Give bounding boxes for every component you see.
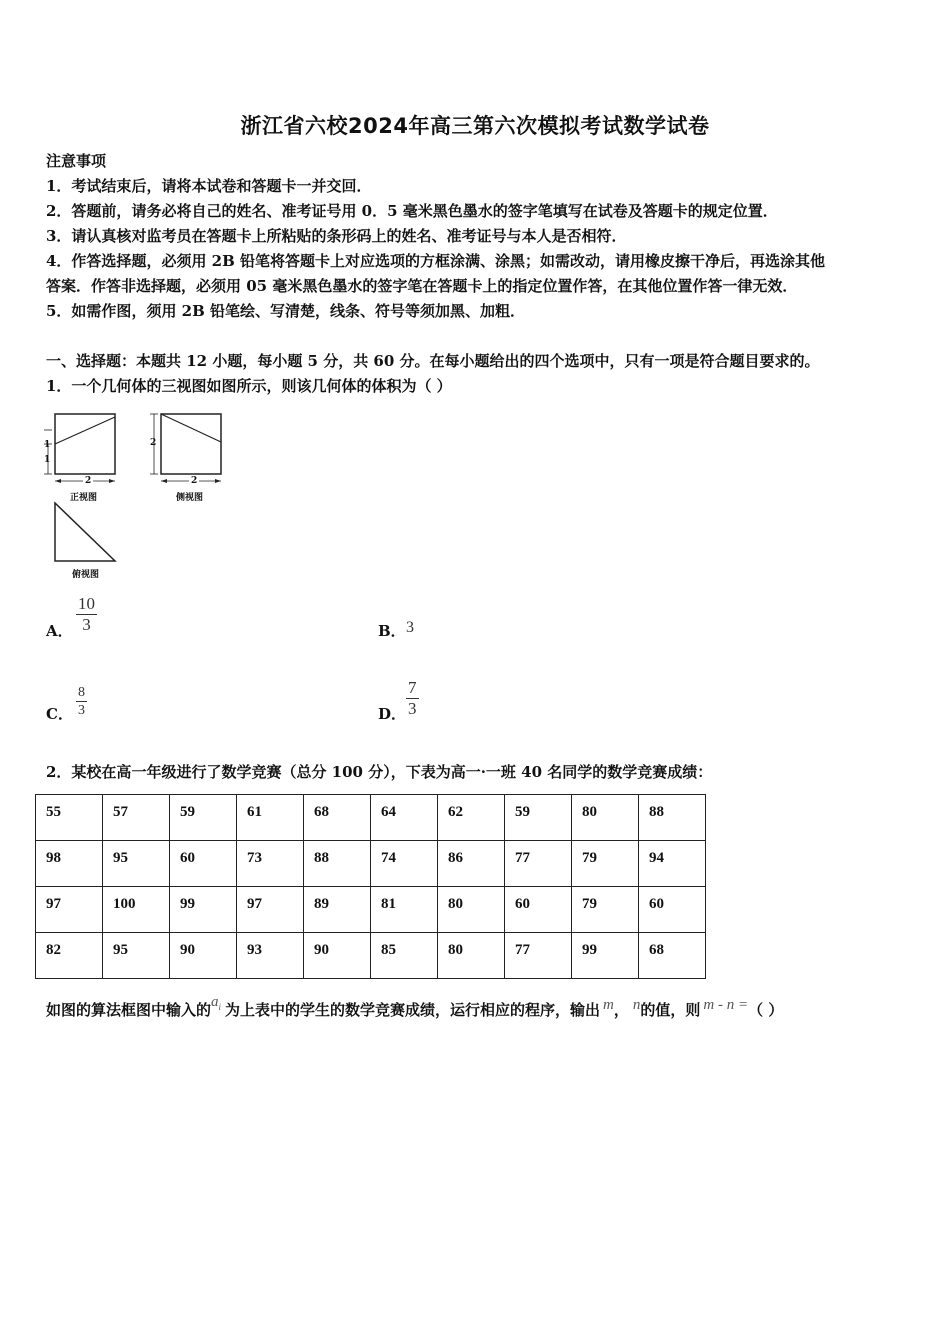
q2-follow-part2: 为上表中的学生的数学竞赛成绩，运行相应的程序，输出	[225, 1001, 601, 1019]
notice-heading: 注意事项	[46, 152, 107, 170]
option-a-value	[76, 594, 97, 635]
table-cell: 85	[371, 933, 438, 979]
table-cell: 68	[304, 795, 371, 841]
var-a-subscript: i	[218, 1002, 222, 1012]
q1-stem: 1．一个几何体的三视图如图所示，则该几何体的体积为（ ）	[46, 377, 452, 395]
q2-follow-part1: 如图的算法框图中输入的	[46, 1001, 212, 1019]
table-cell: 98	[36, 841, 103, 887]
front-h2-label: 1	[44, 440, 51, 450]
option-c-numerator: 8	[78, 685, 85, 700]
table-cell: 79	[572, 887, 639, 933]
var-m: m	[603, 997, 614, 1013]
top-view-label: 俯视图	[72, 570, 100, 580]
table-cell: 79	[572, 841, 639, 887]
option-a-numerator: 10	[78, 594, 95, 613]
option-d-value	[406, 678, 419, 719]
table-cell: 90	[304, 933, 371, 979]
side-width-label: 2	[191, 476, 198, 486]
table-cell: 90	[170, 933, 237, 979]
table-cell: 64	[371, 795, 438, 841]
front-h1-label: 1	[44, 455, 51, 465]
notice-item-2: 2．答题前，请务必将自己的姓名、准考证号用 0．5 毫米黑色墨水的签字笔填写在试卷及答题卡的规定位置．	[46, 202, 778, 220]
table-cell: 99	[170, 887, 237, 933]
var-a-letter: a	[211, 994, 219, 1010]
table-cell: 95	[103, 841, 170, 887]
table-row	[36, 933, 706, 979]
option-d-denominator: 3	[408, 699, 417, 718]
q2-stem: 2．某校在高一年级进行了数学竞赛（总分 100 分），下表为高一·一班 40 名同学的数学竞赛成绩：	[46, 763, 713, 781]
q2-follow-comma: ，	[613, 1001, 629, 1019]
table-cell: 97	[237, 887, 304, 933]
table-row	[36, 841, 706, 887]
table-cell: 88	[639, 795, 706, 841]
option-c-denominator: 3	[78, 703, 85, 718]
option-a-letter: A．	[46, 622, 73, 640]
table-cell: 100	[103, 887, 170, 933]
notice-item-4-cont: 答案．作答非选择题，必须用 05 毫米黑色墨水的签字笔在答题卡上的指定位置作答，在其他位置作答一律无效．	[46, 277, 798, 295]
option-a-denominator: 3	[82, 615, 91, 634]
front-width-label: 2	[85, 476, 92, 486]
expr-m-minus-n: m - n =	[703, 997, 749, 1013]
table-cell: 94	[639, 841, 706, 887]
var-n: n	[632, 997, 641, 1013]
scores-table	[35, 794, 706, 979]
q2-follow-part3: 的值，则	[640, 1001, 701, 1019]
table-cell: 77	[505, 841, 572, 887]
var-a	[211, 994, 221, 1010]
table-cell: 60	[505, 887, 572, 933]
option-d-letter: D．	[378, 705, 407, 723]
section-heading: 一、选择题：本题共 12 小题，每小题 5 分，共 60 分。在每小题给出的四个选项中，只有一项是符合题目要求的。	[46, 352, 820, 370]
side-view-label: 侧视图	[176, 493, 204, 503]
page-title: 浙江省六校2024年高三第六次模拟考试数学试卷	[240, 114, 710, 138]
table-cell: 57	[103, 795, 170, 841]
notice-item-5: 5．如需作图，须用 2B 铅笔绘、写清楚，线条、符号等须加黑、加粗．	[46, 302, 525, 320]
table-cell: 86	[438, 841, 505, 887]
table-cell: 62	[438, 795, 505, 841]
table-cell: 60	[170, 841, 237, 887]
table-cell: 59	[505, 795, 572, 841]
option-b-value: 3	[406, 619, 414, 636]
table-cell: 55	[36, 795, 103, 841]
table-cell: 95	[103, 933, 170, 979]
side-view	[150, 414, 221, 483]
table-cell: 97	[36, 887, 103, 933]
table-cell: 59	[170, 795, 237, 841]
table-cell: 60	[639, 887, 706, 933]
table-row	[36, 887, 706, 933]
table-cell: 73	[237, 841, 304, 887]
side-h-label: 2	[150, 438, 157, 448]
notice-item-1: 1．考试结束后，请将本试卷和答题卡一并交回．	[46, 177, 372, 195]
table-cell: 80	[438, 933, 505, 979]
front-view-label: 正视图	[70, 493, 98, 503]
table-cell: 80	[572, 795, 639, 841]
table-cell: 89	[304, 887, 371, 933]
table-cell: 81	[371, 887, 438, 933]
table-cell: 93	[237, 933, 304, 979]
table-cell: 68	[639, 933, 706, 979]
notice-item-3: 3．请认真核对监考员在答题卡上所粘贴的条形码上的姓名、准考证号与本人是否相符．	[46, 227, 627, 245]
table-cell: 80	[438, 887, 505, 933]
table-cell: 74	[371, 841, 438, 887]
option-c-value	[76, 684, 87, 719]
q2-follow-part4: （ ）	[748, 1001, 784, 1019]
table-cell: 88	[304, 841, 371, 887]
front-view	[44, 414, 115, 483]
table-cell: 61	[237, 795, 304, 841]
top-view	[55, 503, 115, 561]
q2-follow	[46, 994, 784, 1026]
option-b-letter: B．	[378, 622, 406, 640]
table-cell: 99	[572, 933, 639, 979]
table-cell: 77	[505, 933, 572, 979]
notice-item-4: 4．作答选择题，必须用 2B 铅笔将答题卡上对应选项的方框涂满、涂黑；如需改动，请用橡皮擦干净后，再选涂其他	[46, 252, 826, 270]
option-d-numerator: 7	[408, 678, 417, 697]
table-cell: 82	[36, 933, 103, 979]
option-c-letter: C．	[46, 705, 73, 723]
table-row	[36, 795, 706, 841]
